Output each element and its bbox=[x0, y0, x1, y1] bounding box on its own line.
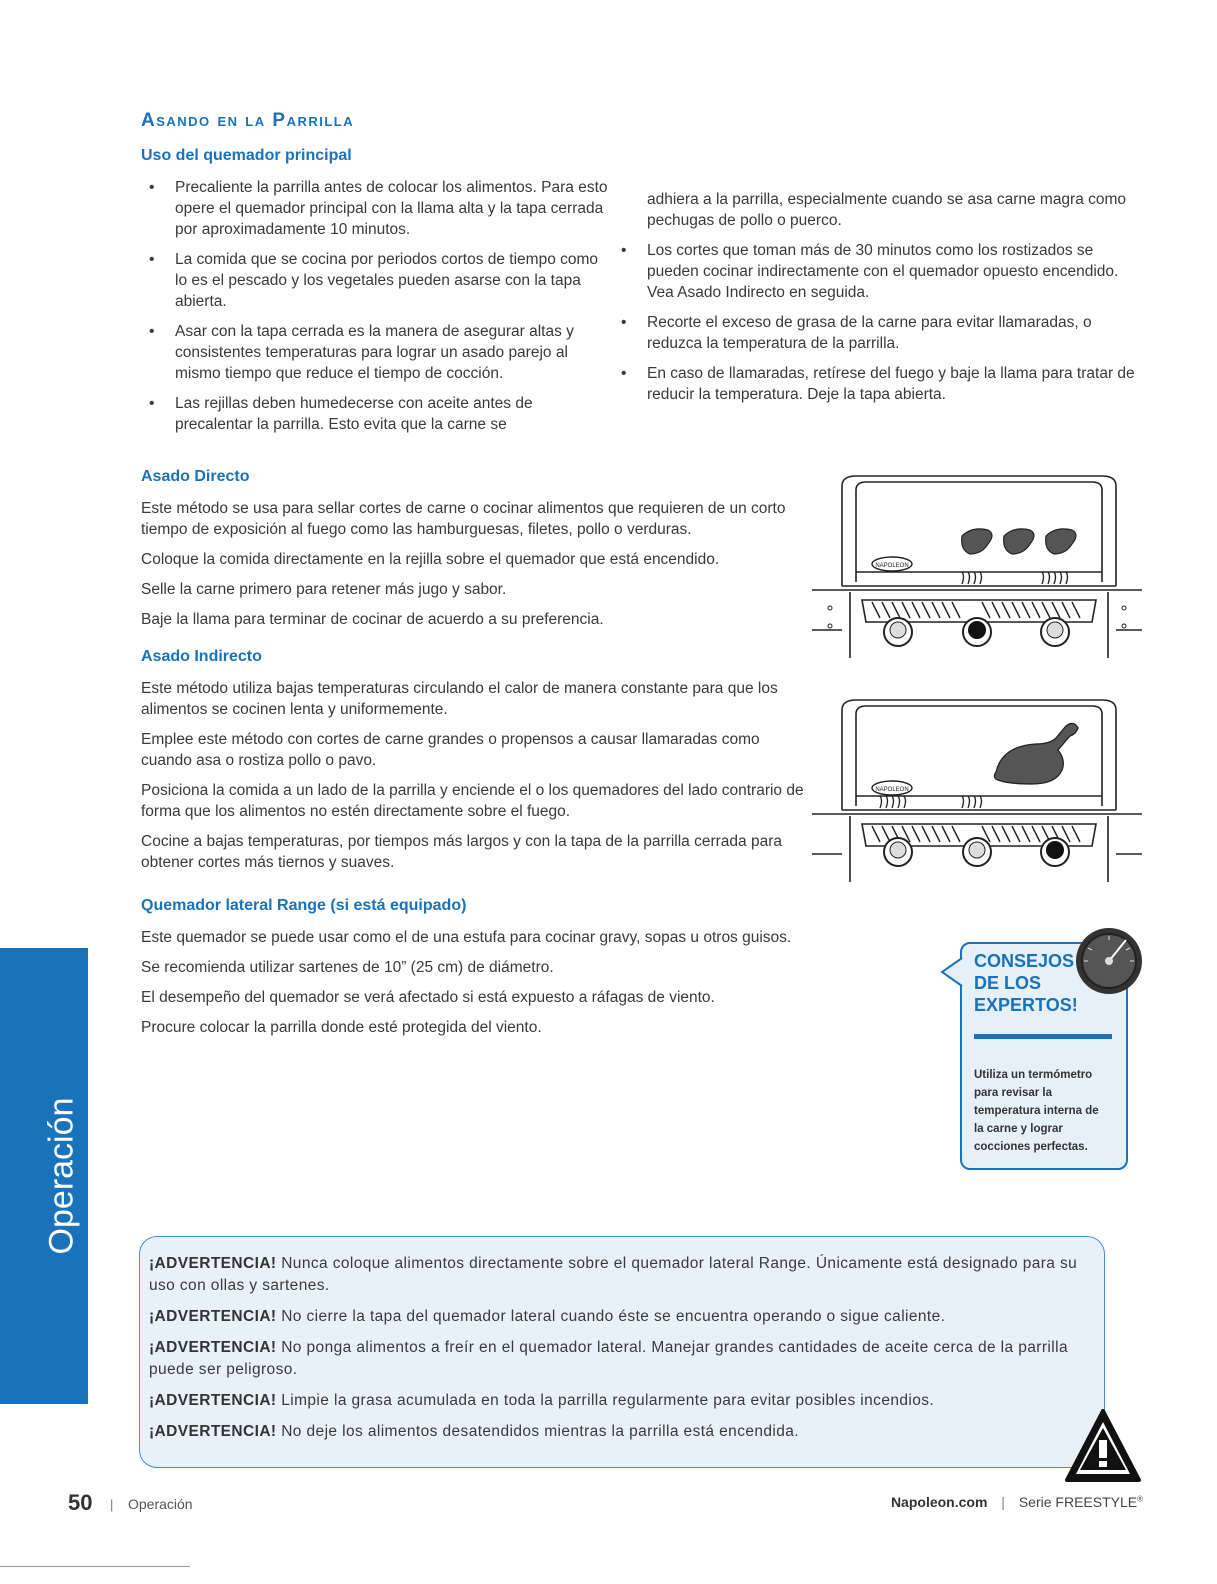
warning-label: ¡ADVERTENCIA! bbox=[149, 1339, 277, 1356]
direct-heading: Asado Directo bbox=[141, 468, 250, 485]
direct-text bbox=[141, 498, 821, 639]
list-item: • Asar con la tapa cerrada es la manera de asegurar altas y consistentes temperaturas para lograr un asado parejo al mismo tiempo que reduce el tiempo de cocción. bbox=[149, 323, 574, 382]
list-item: • En caso de llamaradas, retírese del fuego y baje la llama para tratar de reducir la temperatura. Deje la tapa abierta. bbox=[621, 365, 1135, 403]
paragraph: Este método se usa para sellar cortes de carne o cocinar alimentos que requieren de un corto tiempo de exposición al fuego como las hamburguesas, filetes, pollo o verduras. bbox=[141, 500, 786, 538]
paragraph: Baje la llama para terminar de cocinar de acuerdo a su preferencia. bbox=[141, 611, 604, 628]
list-item: • La comida que se cocina por periodos cortos de tiempo como lo es el pescado y los vegetales pueden asarse con la tapa abierta. bbox=[149, 251, 599, 310]
warning-item: ¡ADVERTENCIA! Nunca coloque alimentos directamente sobre el quemador lateral Range. Únicamente está designado para su uso con ollas y sartenes. bbox=[149, 1255, 1078, 1294]
footer-series: Serie FREESTYLE bbox=[1018, 1494, 1138, 1510]
paragraph: Posiciona la comida a un lado de la parrilla y enciende el o los quemadores del lado contrario de forma que los alimentos no estén directamente sobre el fuego. bbox=[141, 782, 804, 820]
main-burner-continuation: adhiera a la parrilla, especialmente cuando se asa carne magra como pechugas de pollo o puerco. bbox=[647, 191, 1127, 229]
warning-item: ¡ADVERTENCIA! Limpie la grasa acumulada en toda la parrilla regularmente para evitar posibles incendios. bbox=[149, 1392, 935, 1409]
svg-text:NAPOLEON: NAPOLEON bbox=[875, 563, 909, 569]
paragraph: Procure colocar la parrilla donde esté protegida del viento. bbox=[141, 1019, 542, 1036]
crop-rule bbox=[0, 1566, 190, 1567]
list-item: • Los cortes que toman más de 30 minutos como los rostizados se pueden cocinar indirectamente con el quemador opuesto encendido. Vea Asado Indirecto en seguida. bbox=[621, 242, 1119, 301]
paragraph: Este quemador se puede usar como el de una estufa para cocinar gravy, sopas u otros guisos. bbox=[141, 929, 792, 946]
list-item: • Recorte el exceso de grasa de la carne para evitar llamaradas, o reduzca la temperatura de la parrilla. bbox=[621, 314, 1092, 352]
warning-item: ¡ADVERTENCIA! No ponga alimentos a freír en el quemador lateral. Manejar grandes cantidades de aceite cerca de la parrilla puede ser peligroso. bbox=[149, 1339, 1068, 1378]
warning-item: ¡ADVERTENCIA! No deje los alimentos desatendidos mientras la parrilla está encendida. bbox=[149, 1423, 799, 1440]
paragraph: Se recomienda utilizar sartenes de 10” (25 cm) de diámetro. bbox=[141, 959, 554, 976]
list-item: • Las rejillas deben humedecerse con aceite antes de precalentar la parrilla. Esto evita que la carne se bbox=[149, 395, 533, 433]
main-burner-bullets-right bbox=[613, 240, 1143, 414]
warning-label: ¡ADVERTENCIA! bbox=[149, 1255, 277, 1272]
warning-item: ¡ADVERTENCIA! No cierre la tapa del quemador lateral cuando éste se encuentra operando o sigue caliente. bbox=[149, 1308, 946, 1325]
paragraph: El desempeño del quemador se verá afectado si está expuesto a ráfagas de viento. bbox=[141, 989, 715, 1006]
page-number: 50 bbox=[68, 1490, 93, 1515]
sidebar-tab-label: Operación bbox=[42, 1097, 81, 1255]
registered-mark: ® bbox=[1137, 1494, 1143, 1504]
paragraph: Este método utiliza bajas temperaturas circulando el calor de manera constante para que los alimentos se cocinen lenta y uniformemente. bbox=[141, 680, 778, 718]
paragraph: Coloque la comida directamente en la rejilla sobre el quemador que está encendido. bbox=[141, 551, 720, 568]
footer-separator: | bbox=[1001, 1494, 1005, 1510]
indirect-text bbox=[141, 678, 806, 882]
bullet-dot: • bbox=[621, 314, 627, 331]
side-burner-text bbox=[141, 927, 821, 1047]
list-item: • Precaliente la parrilla antes de colocar los alimentos. Para esto opere el quemador principal con la llama alta y la tapa cerrada por aproximadamente 10 minutos. bbox=[149, 179, 608, 238]
section-title: Asando en la Parrilla bbox=[141, 110, 355, 131]
paragraph: Cocine a bajas temperaturas, por tiempos más largos y con la tapa de la parrilla cerrada para obtener cortes más tiernos y suaves. bbox=[141, 833, 782, 871]
grill-direct-illustration bbox=[812, 472, 1142, 658]
paragraph: Selle la carne primero para retener más jugo y sabor. bbox=[141, 581, 507, 598]
indirect-heading: Asado Indirecto bbox=[141, 648, 262, 665]
bullet-dot: • bbox=[621, 365, 627, 382]
tips-text: Utiliza un termómetro para revisar la temperatura interna de la carne y lograr cocciones perfectas. bbox=[974, 1069, 1099, 1153]
main-burner-bullets-left bbox=[141, 177, 611, 444]
tips-title: CONSEJOS DE LOS EXPERTOS! bbox=[974, 951, 1078, 1015]
warning-label: ¡ADVERTENCIA! bbox=[149, 1308, 277, 1325]
footer-separator: | bbox=[110, 1497, 114, 1512]
warning-triangle-icon bbox=[1064, 1408, 1142, 1484]
footer-section: Operación bbox=[128, 1496, 193, 1512]
paragraph: Emplee este método con cortes de carne grandes o propensos a causar llamaradas como cuando asa o rostiza pollo o pavo. bbox=[141, 731, 760, 769]
bullet-dot: • bbox=[149, 395, 155, 412]
thermometer-gauge-icon bbox=[1074, 926, 1144, 996]
tips-divider bbox=[974, 1034, 1112, 1039]
warning-label: ¡ADVERTENCIA! bbox=[149, 1423, 277, 1440]
grill-indirect-illustration bbox=[812, 696, 1142, 882]
bullet-dot: • bbox=[149, 179, 155, 196]
main-burner-heading: Uso del quemador principal bbox=[141, 147, 352, 164]
svg-text:NAPOLEON: NAPOLEON bbox=[875, 787, 909, 793]
warning-label: ¡ADVERTENCIA! bbox=[149, 1392, 277, 1409]
sidebar-section-tab bbox=[0, 948, 88, 1404]
bullet-dot: • bbox=[149, 251, 155, 268]
footer-site: Napoleon.com bbox=[890, 1494, 988, 1510]
bullet-dot: • bbox=[149, 323, 155, 340]
footer-brand bbox=[891, 1494, 1143, 1510]
warning-list bbox=[149, 1253, 1094, 1452]
bullet-dot: • bbox=[621, 242, 627, 259]
tips-callout-pointer bbox=[940, 958, 964, 988]
side-burner-heading: Quemador lateral Range (si está equipado) bbox=[141, 897, 467, 914]
